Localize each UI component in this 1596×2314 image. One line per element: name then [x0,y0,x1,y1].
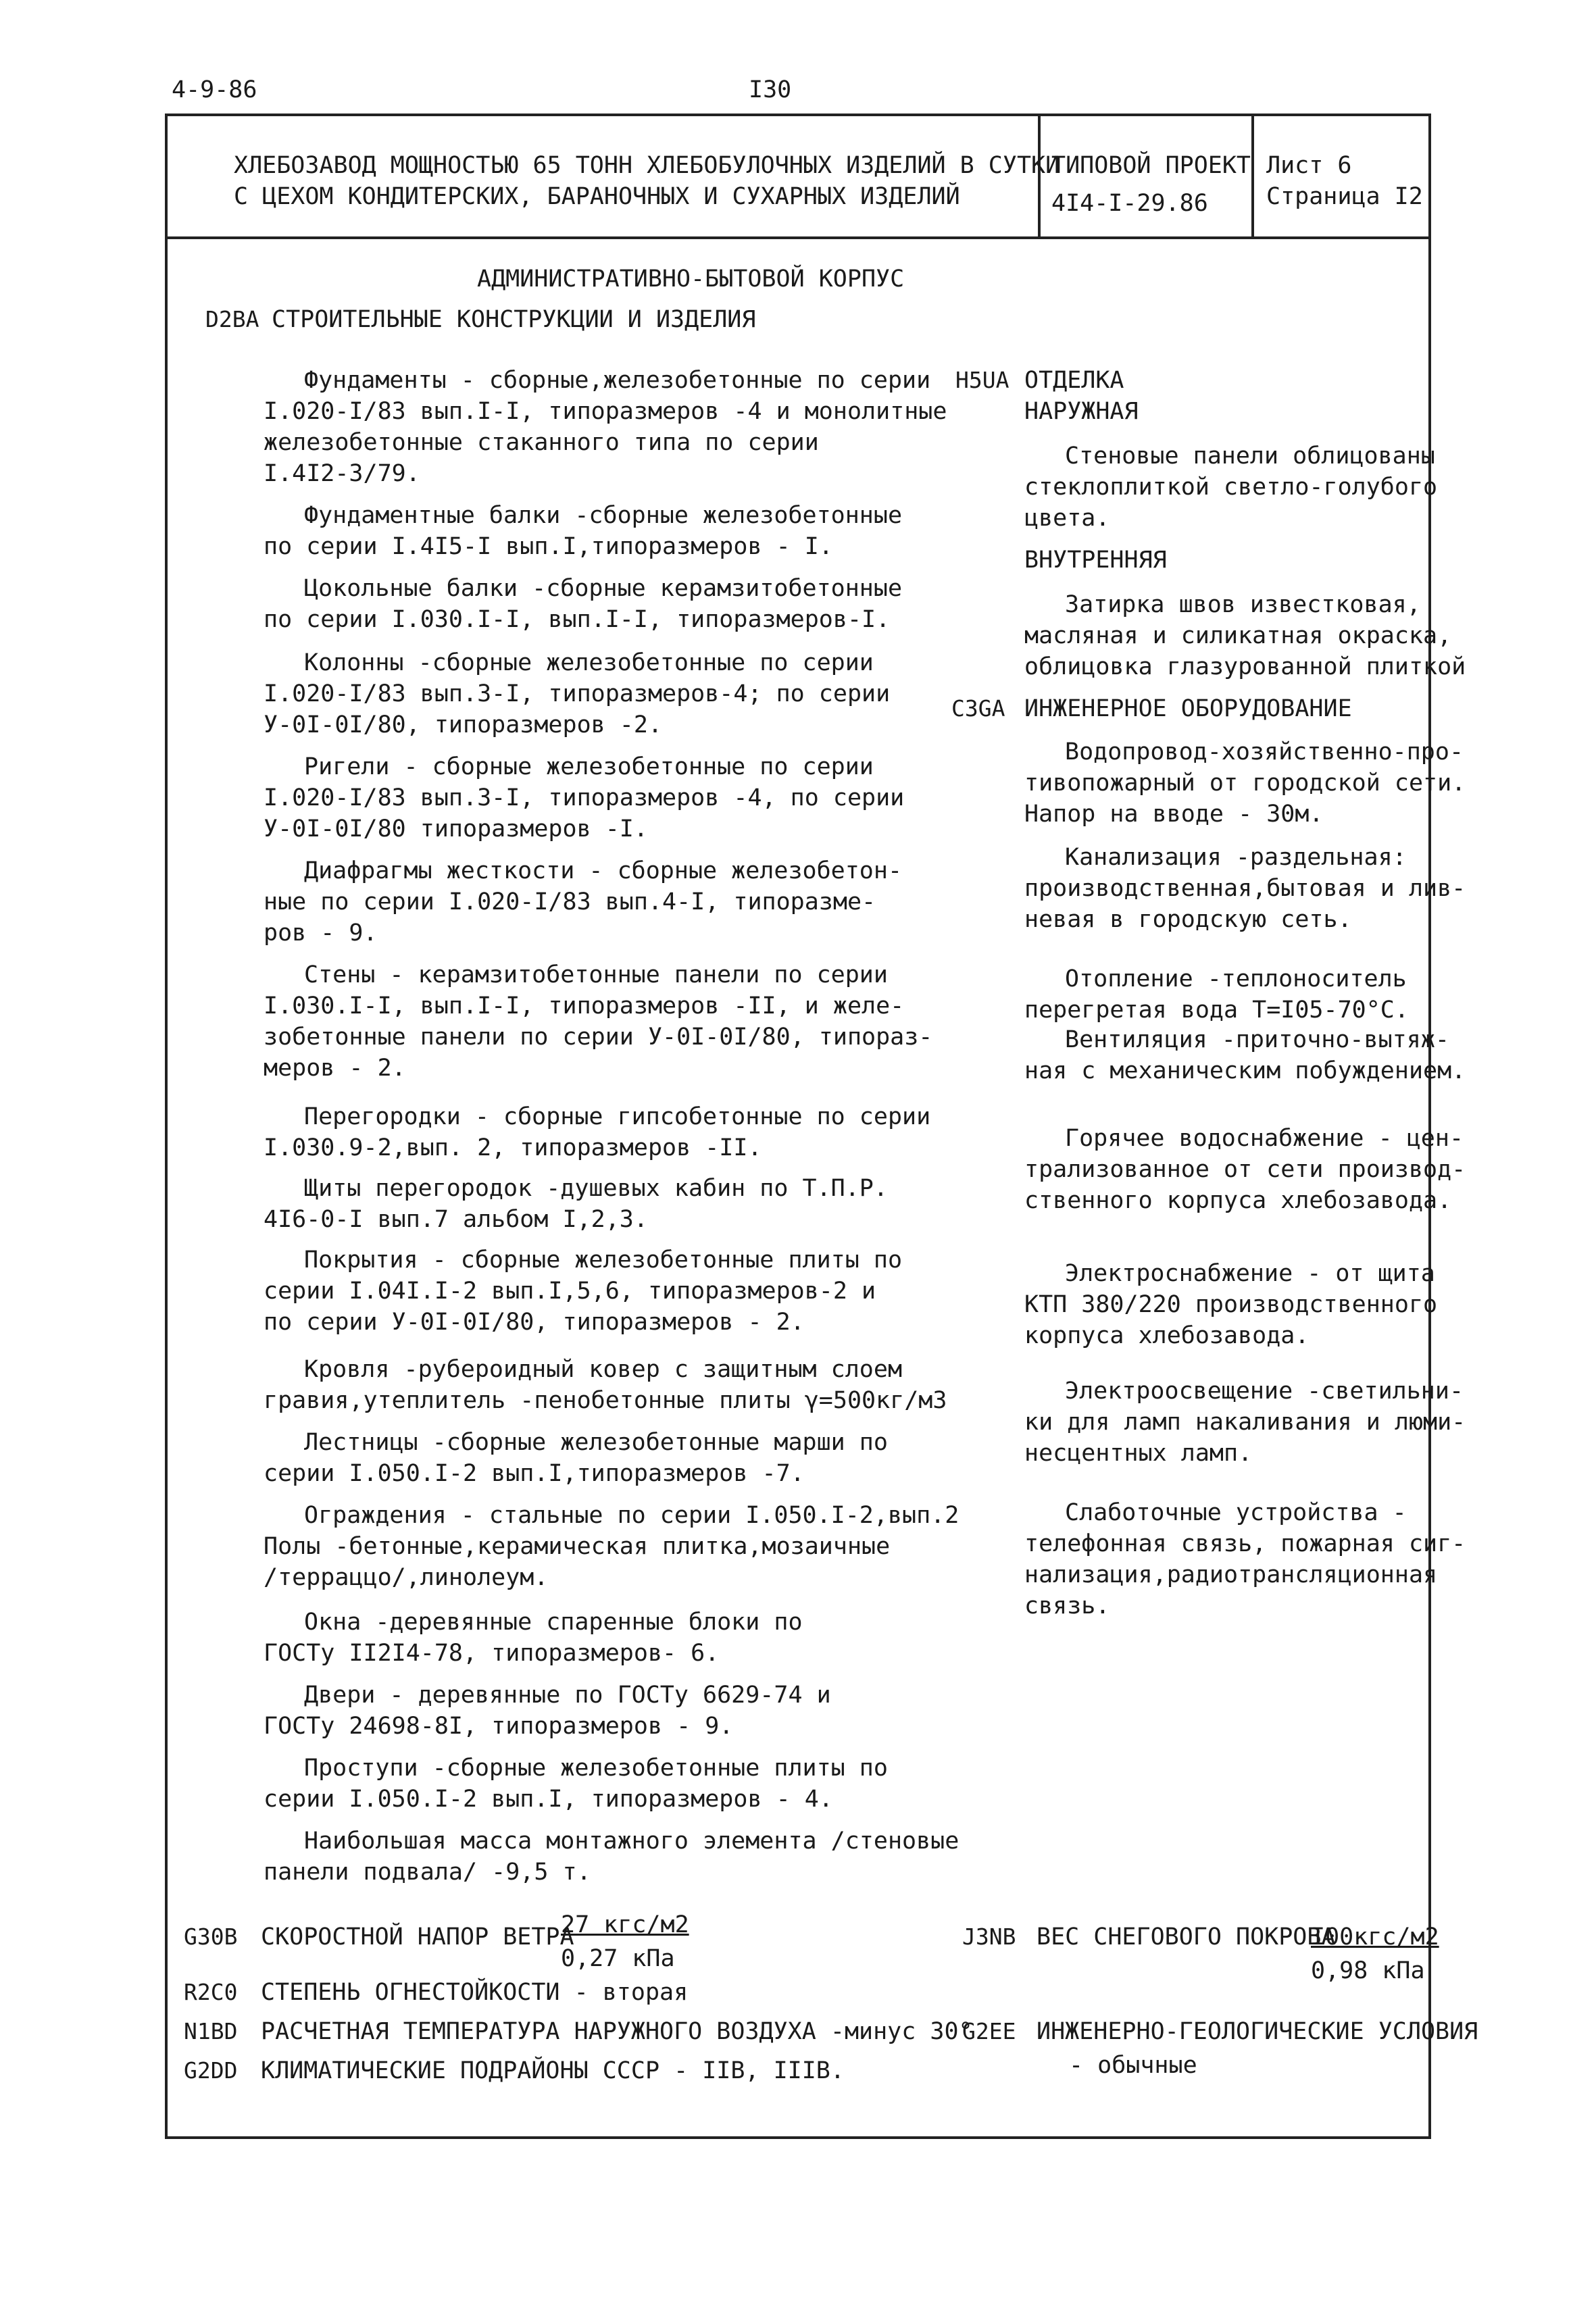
text-line: ственного корпуса хлебозавода. [1024,1187,1452,1214]
text-line: по серии I.030.I-I, вып.I-I, типоразмеров-I. [264,606,891,633]
subsection-title: СТРОИТЕЛЬНЫЕ КОНСТРУКЦИИ И ИЗДЕЛИЯ [272,306,756,333]
text-line: трализованное от сети производ- [1024,1156,1466,1183]
text-line: по серии У-0I-0I/80, типоразмеров - 2. [264,1309,805,1336]
project-title-line-2: С ЦЕХОМ КОНДИТЕРСКИХ, БАРАНОЧНЫХ И СУХАРНЫХ ИЗДЕЛИЙ [234,183,960,210]
construction-paragraph [264,1354,947,1416]
construction-paragraph [264,573,902,635]
text-line: Покрытия - сборные железобетонные плиты по [304,1247,903,1274]
text-line: Окна -деревянные спаренные блоки по [304,1609,803,1636]
construction-paragraph [264,1680,831,1742]
geo-conditions-value: - обычные [1069,2052,1197,2079]
text-line: Лестницы -сборные железобетонные марши по [304,1429,888,1456]
finish-title: ОТДЕЛКА [1024,367,1124,394]
construction-paragraph [264,751,904,845]
text-line: I.020-I/83 вып.I-I, типоразмеров -4 и монолитные [264,398,947,425]
text-line: I.020-I/83 вып.3-I, типоразмеров-4; по серии [264,680,891,707]
text-line: Кровля -рубероидный ковер с защитным слоем [304,1356,903,1383]
inner-finish-text: Затирка швов известковая, масляная и силикатная окраска, облицовка глазурованной плиткой [1024,591,1466,680]
snow-code: J3NB [962,1923,1016,1950]
inner-finish-label: ВНУТРЕННЯЯ [1024,547,1167,574]
text-line: Фундаментные балки -сборные железобетонные [304,502,903,529]
page-number: I30 [749,76,792,103]
engineering-paragraph [1024,1497,1466,1621]
engineering-paragraph [1024,1024,1466,1086]
construction-paragraph [264,500,902,562]
text-line: Напор на вводе - 30м. [1024,801,1324,828]
project-title-line-1: ХЛЕБОЗАВОД МОЩНОСТЬЮ 65 ТОНН ХЛЕБОБУЛОЧНЫХ ИЗДЕЛИЙ В СУТКИ [234,152,1060,179]
page-index: Страница I2 [1266,183,1423,210]
project-label: ТИПОВОЙ ПРОЕКТ [1051,152,1251,179]
text-line: панели подвала/ -9,5 т. [264,1859,591,1886]
subsection-code: D2BA [205,306,259,332]
text-line: I.030.9-2,вып. 2, типоразмеров -II. [264,1134,762,1161]
text-line: Цокольные балки -сборные керамзитобетонные [304,575,903,602]
construction-paragraph [264,959,932,1084]
text-line: Канализация -раздельная: [1065,844,1407,871]
text-line: Отопление -теплоноситель [1065,965,1407,992]
text-line: У-0I-0I/80, типоразмеров -2. [264,711,663,738]
text-line: Полы -бетонные,керамическая плитка,мозаичные [264,1533,891,1560]
text-line: ГОСТу 24698-8I, типоразмеров - 9. [264,1713,734,1740]
geo-conditions: ИНЖЕНЕРНО-ГЕОЛОГИЧЕСКИЕ УСЛОВИЯ [1037,2018,1478,2045]
text-line: Горячее водоснабжение - цен- [1065,1125,1464,1152]
geo-code: G2EE [962,2018,1016,2044]
text-line: Наибольшая масса монтажного элемента /стеновые [304,1828,959,1855]
text-line: зобетонные панели по серии У-0I-0I/80, типораз- [264,1024,933,1051]
wind-value-kpa: 0,27 кПа [561,1945,675,1972]
construction-paragraph [264,365,947,489]
text-line: 4I6-0-I вып.7 альбом I,2,3. [264,1206,648,1233]
text-line: У-0I-0I/80 типоразмеров -I. [264,815,648,842]
outer-finish-label: НАРУЖНАЯ [1024,398,1139,425]
snow-value-kpa: 0,98 кПа [1311,1957,1425,1984]
text-line: ная с механическим побуждением. [1024,1057,1466,1084]
text-line: производственная,бытовая и лив- [1024,875,1466,902]
engineering-title: ИНЖЕНЕРНОЕ ОБОРУДОВАНИЕ [1024,695,1352,722]
sheet-number: Лист 6 [1266,152,1352,179]
engineering-paragraph [1024,1123,1466,1216]
text-line: невая в городскую сеть. [1024,906,1352,933]
engineering-paragraph [1024,1376,1466,1469]
wind-code: G30B [184,1923,238,1950]
engineering-paragraph [1024,1258,1437,1351]
fire-code: R2C0 [184,1979,238,2005]
outdoor-temperature: РАСЧЕТНАЯ ТЕМПЕРАТУРА НАРУЖНОГО ВОЗДУХА -минус 30° [261,2018,973,2045]
text-line: меров - 2. [264,1055,406,1082]
construction-paragraph [264,1427,888,1489]
text-line: железобетонные стаканного типа по серии [264,429,819,456]
text-line: Фундаменты - сборные,железобетонные по серии [304,367,931,394]
temp-code: N1BD [184,2018,238,2044]
construction-paragraph [264,1101,930,1163]
section-title: АДМИНИСТРАТИВНО-БЫТОВОЙ КОРПУС [477,266,905,293]
text-line: Электроосвещение -светильни- [1065,1378,1464,1405]
snow-label: ВЕС СНЕГОВОГО ПОКРОВА [1037,1923,1336,1951]
text-line: серии I.050.I-2 вып.I, типоразмеров - 4. [264,1786,833,1813]
engineering-paragraph [1024,963,1409,1026]
finish-code: H5UA [955,367,1009,393]
text-line: связь. [1024,1592,1110,1619]
engineering-code: C3GA [951,695,1005,722]
construction-paragraph [264,855,902,949]
text-line: Вентиляция -приточно-вытяж- [1065,1026,1449,1053]
text-line: серии I.050.I-2 вып.I,типоразмеров -7. [264,1460,805,1487]
construction-paragraph [264,647,890,740]
construction-paragraph [264,1826,959,1888]
divider [1251,114,1254,236]
text-line: КТП 380/220 производственного [1024,1291,1438,1318]
text-line: Колонны -сборные железобетонные по серии [304,649,874,676]
text-line: I.4I2-3/79. [264,460,420,487]
construction-paragraph [264,1244,902,1338]
text-line: ГОСТу II2I4-78, типоразмеров- 6. [264,1640,720,1667]
outer-finish-text: Стеновые панели облицованы стеклоплиткой светло-голубого цвета. [1024,443,1438,532]
text-line: Водопровод-хозяйственно-про- [1065,738,1464,765]
text-line: Слаботочные устройства - [1065,1499,1407,1526]
construction-paragraph [264,1607,803,1669]
text-line: /терраццо/,линолеум. [264,1564,549,1591]
text-line: серии I.04I.I-2 вып.I,5,6, типоразмеров-2 и [264,1278,876,1305]
project-number: 4I4-I-29.86 [1051,190,1208,217]
text-line: Стены - керамзитобетонные панели по серии [304,961,888,988]
climate-subregions: КЛИМАТИЧЕСКИЕ ПОДРАЙОНЫ СССР - IIВ, IIIВ. [261,2057,845,2084]
text-line: Двери - деревянные по ГОСТу 6629-74 и [304,1682,831,1709]
text-line: несцентных ламп. [1024,1440,1253,1467]
wind-value-kgs: 27 кгс/м2 [561,1911,689,1938]
construction-paragraph [264,1753,888,1815]
text-line: I.020-I/83 вып.3-I, типоразмеров -4, по серии [264,784,905,811]
text-line: ки для ламп накаливания и люми- [1024,1409,1466,1436]
text-line: Щиты перегородок -душевых кабин по Т.П.Р. [304,1175,888,1202]
climate-code: G2DD [184,2057,238,2084]
text-line: телефонная связь, пожарная сиг- [1024,1530,1466,1557]
text-line: Электроснабжение - от щита [1065,1260,1435,1287]
text-line: ные по серии I.020-I/83 вып.4-I, типоразме- [264,888,876,915]
text-line: по серии I.4I5-I вып.I,типоразмеров - I. [264,533,833,560]
document-code: 4-9-86 [172,76,257,103]
text-line: гравия,утеплитель -пенобетонные плиты γ=500кг/м3 [264,1387,947,1414]
text-line: ров - 9. [264,920,378,947]
engineering-paragraph [1024,736,1466,830]
fire-resistance: СТЕПЕНЬ ОГНЕСТОЙКОСТИ - вторая [261,1979,689,2006]
text-line: I.030.I-I, вып.I-I, типоразмеров -II, и желе- [264,992,905,1020]
construction-paragraph [264,1173,888,1235]
text-line: Диафрагмы жесткости - сборные железобетон- [304,857,903,884]
text-line: корпуса хлебозавода. [1024,1322,1310,1349]
text-line: Ограждения - стальные по серии I.050.I-2,вып.2 [304,1502,959,1529]
snow-value-kgs: I00кгс/м2 [1311,1923,1439,1951]
text-line: Перегородки - сборные гипсобетонные по серии [304,1103,931,1130]
text-line: перегретая вода Т=I05-70°С. [1024,997,1409,1024]
text-line: Проступи -сборные железобетонные плиты по [304,1755,888,1782]
text-line: нализация,радиотрансляционная [1024,1561,1438,1588]
text-line: тивопожарный от городской сети. [1024,770,1466,797]
text-line: Ригели - сборные железобетонные по серии [304,753,874,780]
wind-label: СКОРОСТНОЙ НАПОР ВЕТРА [261,1923,574,1951]
construction-paragraph [264,1500,959,1593]
engineering-paragraph [1024,842,1466,935]
